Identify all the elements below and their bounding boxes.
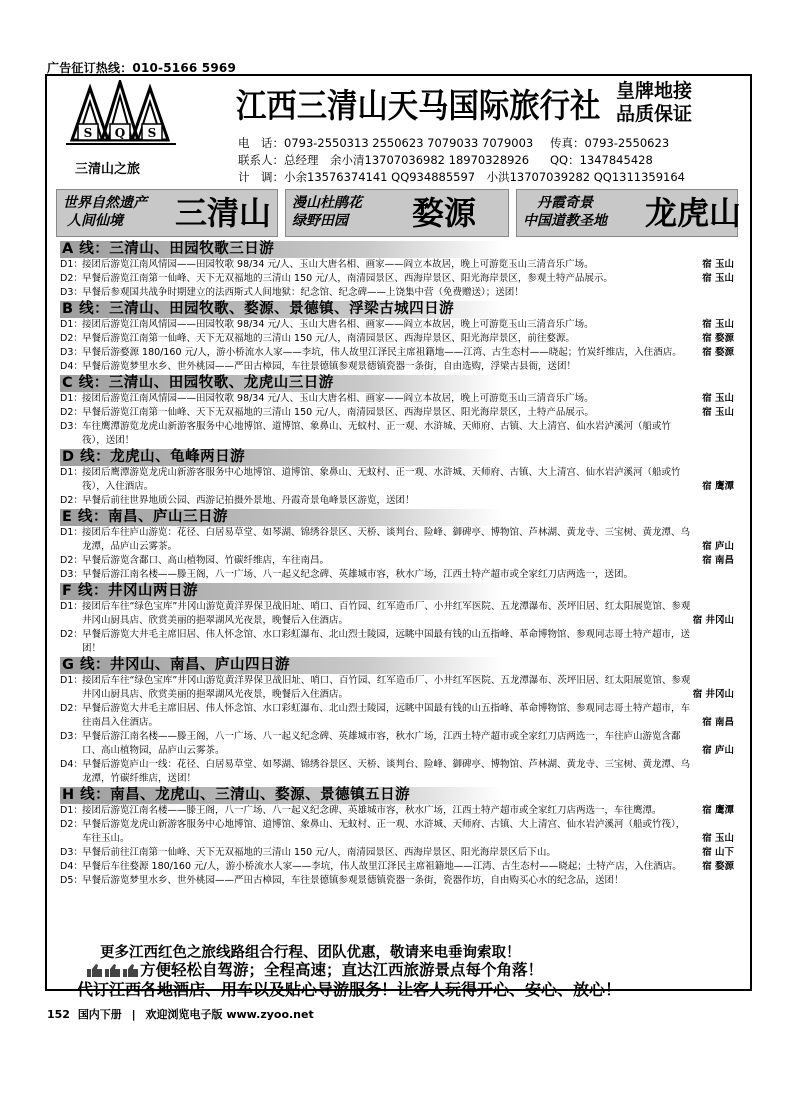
logo-letter-3: S [147, 126, 157, 140]
banner-subtitle: 中国道教圣地 [523, 213, 607, 229]
day-description: 早餐后游览大井毛主席旧居、伟人怀念馆、水口彩虹瀑布、北山烈士陵园，远眺中国最有钱的山五指峰、革命博物馆、参观同志哥土特产超市，车往南昌入住酒店。 [82, 703, 691, 728]
day-description: 接团后车往庐山游览：花径、白居易草堂、如琴湖、锦绣谷景区、天桥、谈判台、险峰、御碑亭、博物馆、芦林湖、黄龙寺、三宝树、黄龙潭、乌龙潭，品庐山云雾茶。 [82, 527, 691, 552]
day-number: D2： [60, 555, 83, 566]
itinerary-day [60, 846, 740, 860]
overnight-location: 宿 南昌 [702, 717, 734, 728]
itinerary-day [60, 360, 740, 374]
day-description: 早餐后游览大井毛主席旧居、伟人怀念馆、水口彩虹瀑布、北山烈士陵园，远眺中国最有钱的山五指峰、革命博物馆、参观同志哥土特产超市，送团！ [82, 629, 691, 654]
banner-sanqingshan [56, 189, 278, 237]
day-description: 接团后鹰潭游览龙虎山新游客服务中心地博馆、道博馆、象鼻山、无蚊村、正一观、水浒城、天师府、古镇、大上清宫、仙水岩泸溪河（船或竹筏），入住酒店。 [82, 467, 681, 492]
itinerary-day [60, 628, 740, 656]
day-number: D1： [60, 393, 83, 404]
overnight-location: 宿 鹰潭 [702, 481, 734, 492]
mountain-logo-icon [58, 80, 182, 160]
page-number: 152 [47, 1008, 70, 1021]
day-number: D1： [60, 319, 83, 330]
day-number: D5： [60, 875, 83, 886]
planner-contacts: 计 调：小余13576374141 QQ934885597 小洪13707039282 QQ1311359164 [238, 170, 685, 184]
day-description: 接团后游览江南风情园——田园牧歌 98/34 元/人、玉山大唐名相、画家——阎立本故居，晚上可游览玉山三清音乐广场。 [82, 319, 594, 330]
itinerary-day [60, 420, 740, 448]
itinerary-day [60, 466, 740, 494]
overnight-location: 宿 玉山 [702, 393, 734, 404]
itinerary-day [60, 874, 740, 888]
itinerary-day [60, 554, 740, 568]
day-number: D3： [60, 421, 83, 432]
day-number: D1： [60, 467, 83, 478]
itinerary-day [60, 258, 740, 272]
overnight-location: 宿 井冈山 [692, 615, 734, 626]
promo-text: 更多江西红色之旅线路组合行程、团队优惠，敬请来电垂询索取！ [100, 945, 521, 961]
overnight-location: 宿 庐山 [702, 541, 734, 552]
overnight-location: 宿 玉山 [702, 319, 734, 330]
banner-subtitle: 漫山杜鹃花 [292, 195, 362, 211]
day-number: D1： [60, 805, 83, 816]
day-description: 接团后游览江南名楼——滕王阁，八一广场、八一起义纪念碑、英雄城市容，秋水广场，江西土特产超市或全家红刀店两选一，车往鹰潭。 [82, 805, 662, 816]
overnight-location: 宿 山下 [702, 847, 734, 858]
day-description: 早餐后前往江南第一仙峰、天下无双福地的三清山 150 元/人，南清园景区、西海岸景区、阳光海岸景区后下山。 [82, 847, 556, 858]
overnight-location: 宿 鹰潭 [702, 805, 734, 816]
day-number: D2： [60, 333, 83, 344]
tagline-text: 方便轻松自驾游；全程高速；直达江西旅游景点每个角落！ [140, 961, 544, 979]
thumbs-up-icon [86, 963, 140, 978]
footer-separator: | [131, 1008, 136, 1021]
itinerary-day [60, 318, 740, 332]
day-number: D3： [60, 731, 83, 742]
banner-title: 婺源 [412, 194, 477, 232]
day-description: 早餐后游览江南第一仙峰、天下无双福地的三清山 150 元/人，南清园景区、西海岸景区、阳光海岸景区，前往婺源。 [82, 333, 575, 344]
itinerary-day [60, 568, 740, 582]
itinerary-day [60, 346, 740, 360]
itinerary-day [60, 332, 740, 346]
banner-longhushan [516, 189, 742, 237]
day-number: D1： [60, 527, 83, 538]
overnight-location: 宿 婺源 [702, 861, 734, 872]
ad-hotline: 广告征订热线：010-5166 5969 [47, 61, 237, 75]
banner-subtitle: 绿野田园 [292, 213, 348, 229]
slogan-line-1: 皇牌地接 [616, 80, 693, 102]
day-description: 接团后游览江南风情园——田园牧歌 98/34 元/人、玉山大唐名相、画家——阎立本故居，晚上可游览玉山三清音乐广场。 [82, 393, 594, 404]
day-number: D1： [60, 675, 83, 686]
itinerary-day [60, 860, 740, 874]
overnight-location: 宿 婺源 [702, 347, 734, 358]
route-title: A 线：三清山、田园牧歌三日游 [60, 241, 740, 258]
day-number: D2： [60, 819, 83, 830]
day-description: 早餐后前往世界地质公园、西游记拍摄外景地、丹霞奇景龟峰景区游览，送团！ [82, 495, 415, 506]
overnight-location: 宿 玉山 [702, 833, 734, 844]
day-description: 早餐后游览梦里水乡、世外桃园——严田古樟园，车往景德镇参观景德镇瓷器一条街，瓷器作坊，自由购买心水的纪念品，送团！ [82, 875, 624, 886]
day-description: 早餐后游览龙虎山新游客服务中心地博馆、道博馆、象鼻山、无蚊村、正一观、水浒城、天师府、古镇、大上清宫、仙水岩泸溪河（船或竹筏），车往玉山。 [82, 819, 686, 844]
banner-subtitle: 人间仙境 [67, 213, 123, 229]
banner-wuyuan [285, 189, 509, 237]
route-title: E 线：南昌、庐山三日游 [60, 509, 740, 526]
route-title: C 线：三清山、田园牧歌、龙虎山三日游 [60, 375, 740, 392]
itinerary-day [60, 406, 740, 420]
itinerary-list [60, 240, 740, 888]
overnight-location: 宿 井冈山 [692, 689, 734, 700]
overnight-location: 宿 婺源 [702, 333, 734, 344]
overnight-location: 宿 玉山 [702, 259, 734, 270]
logo-letter-2: Q [114, 126, 126, 140]
itinerary-day [60, 392, 740, 406]
services-text: 代订江西各地酒店、用车以及贴心导游服务！让客人玩得开心、安心、放心！ [77, 980, 622, 999]
day-number: D4： [60, 361, 83, 372]
day-description: 早餐后游婺源 180/160 元/人，游小桥流水人家——李坑，伟人故里江泽民主席祖籍地——江湾、古生态村——晓起；竹炭纤维店，入住酒店。 [82, 347, 682, 358]
page-footer [47, 1006, 314, 1022]
day-number: D3： [60, 569, 83, 580]
day-description: 接团后车往“绿色宝库”井冈山游览黄洋界保卫战旧址、哨口、百竹园、红军造币厂、小井红军医院、五龙潭瀑布、茨坪旧居、红太阳展览馆、参观井冈山厨具店、欣赏美丽的挹翠湖风光夜景，晚餐后入住酒店。 [82, 675, 691, 700]
logo-letter-1: S [83, 126, 93, 140]
day-number: D3： [60, 287, 83, 298]
day-number: D3： [60, 347, 83, 358]
day-number: D2： [60, 703, 83, 714]
itinerary-day [60, 758, 740, 786]
slogan [616, 80, 692, 126]
day-description: 接团后车往“绿色宝库”井冈山游览黄洋界保卫战旧址、哨口、百竹园、红军造币厂、小井红军医院、五龙潭瀑布、茨坪旧居、红太阳展览馆、参观井冈山厨具店、欣赏美丽的挹翠湖风光夜景，晚餐后入住酒店。 [82, 601, 691, 626]
banner-title: 三清山 [175, 194, 272, 232]
day-number: D2： [60, 273, 83, 284]
route-title: H 线：南昌、龙虎山、三清山、婺源、景德镇五日游 [60, 787, 740, 804]
day-description: 早餐后游览江南第一仙峰、天下无双福地的三清山 150 元/人，南清园景区、西海岸景区、阳光海岸景区，土特产品展示。 [82, 407, 594, 418]
day-description: 接团后游览江南风情园——田园牧歌 98/34 元/人、玉山大唐名相、画家——阎立本故居，晚上可游览玉山三清音乐广场。 [82, 259, 594, 270]
itinerary-day [60, 600, 740, 628]
overnight-location: 宿 玉山 [702, 273, 734, 284]
banner-title: 龙虎山 [645, 194, 742, 232]
overnight-location: 宿 玉山 [702, 407, 734, 418]
agency-name: 江西三清山天马国际旅行社 [236, 86, 601, 125]
banner-subtitle: 丹霞奇景 [537, 195, 593, 211]
itinerary-day [60, 818, 740, 846]
logo-caption: 三清山之旅 [75, 162, 141, 177]
itinerary-day [60, 286, 740, 300]
route-title: G 线：井冈山、南昌、庐山四日游 [60, 657, 740, 674]
itinerary-day [60, 674, 740, 702]
day-description: 早餐后游览梦里水乡、世外桃园——严田古樟园，车往景德镇参观景德镇瓷器一条街，自由选购，浮梁古县衙，送团！ [82, 361, 577, 372]
overnight-location: 宿 南昌 [702, 555, 734, 566]
day-description: 早餐后游览含鄱口、高山植物园、竹碳纤维店，车往南昌。 [82, 555, 330, 566]
day-description: 早餐后车往婺源 180/160 元/人，游小桥流水人家——李坑，伟人故里江泽民主席祖籍地——江湾、古生态村——晓起；土特产店，入住酒店。 [82, 861, 682, 872]
contact-person: 联系人：总经理 余小清13707036982 18970328926 [238, 153, 530, 167]
section-name: 国内下册 [77, 1008, 122, 1021]
route-title: F 线：井冈山两日游 [60, 583, 740, 600]
itinerary-day [60, 526, 740, 554]
day-description: 车往鹰潭游览龙虎山新游客服务中心地博馆、道博馆、象鼻山、无蚊村、正一观、水浒城、天师府、古镇、大上清宫、仙水岩泸溪河（船或竹筏），送团！ [82, 421, 672, 446]
slogan-line-2: 品质保证 [616, 103, 693, 125]
day-number: D2： [60, 495, 83, 506]
day-number: D1： [60, 259, 83, 270]
route-title: B 线：三清山、田园牧歌、婺源、景德镇、浮梁古城四日游 [60, 301, 740, 318]
banner-subtitle: 世界自然遗产 [63, 195, 147, 211]
itinerary-day [60, 804, 740, 818]
day-number: D4： [60, 861, 83, 872]
day-description: 早餐后游览江南第一仙峰、天下无双福地的三清山 150 元/人，南清园景区、西海岸景区、阳光海岸景区，参观土特产品展示。 [82, 273, 613, 284]
day-description: 早餐后参观国共战争时期建立的法西斯式人间地狱：纪念馆、纪念碑——上饶集中营（免费赠送）；送团！ [82, 287, 524, 298]
day-description: 早餐后游江南名楼——滕王阁，八一广场、八一起义纪念碑、英雄城市容，秋水广场，江西土特产超市或全家红刀店两选一，车往庐山游览含鄱口、高山植物园，品庐山云雾茶。 [82, 731, 681, 756]
qq-number: QQ：1347845428 [550, 153, 653, 167]
website-link[interactable]: 欢迎浏览电子版 www.zyoo.net [145, 1008, 314, 1021]
itinerary-day [60, 702, 740, 730]
route-title: D 线：龙虎山、龟峰两日游 [60, 449, 740, 466]
itinerary-day [60, 272, 740, 286]
day-description: 早餐后游览庐山一线：花径、白居易草堂、如琴湖、锦绣谷景区、天桥、谈判台、险峰、御碑亭、博物馆、芦林湖、黄龙寺、三宝树、黄龙潭、乌龙潭，竹碳纤维店，送团！ [82, 759, 691, 784]
day-number: D2： [60, 407, 83, 418]
itinerary-day [60, 494, 740, 508]
contact-info [238, 135, 738, 186]
overnight-location: 宿 庐山 [702, 745, 734, 756]
day-number: D1： [60, 601, 83, 612]
fax-number: 传真：0793-2550623 [550, 136, 670, 150]
itinerary-day [60, 730, 740, 758]
phone-numbers: 电 话：0793-2550313 2550623 7079033 7079003 [238, 136, 534, 150]
day-number: D2： [60, 629, 83, 640]
day-number: D3： [60, 847, 83, 858]
day-description: 早餐后游江南名楼——滕王阁，八一广场、八一起义纪念碑、英雄城市容，秋水广场，江西土特产超市或全家红刀店两选一，送团。 [82, 569, 634, 580]
day-number: D4： [60, 759, 83, 770]
